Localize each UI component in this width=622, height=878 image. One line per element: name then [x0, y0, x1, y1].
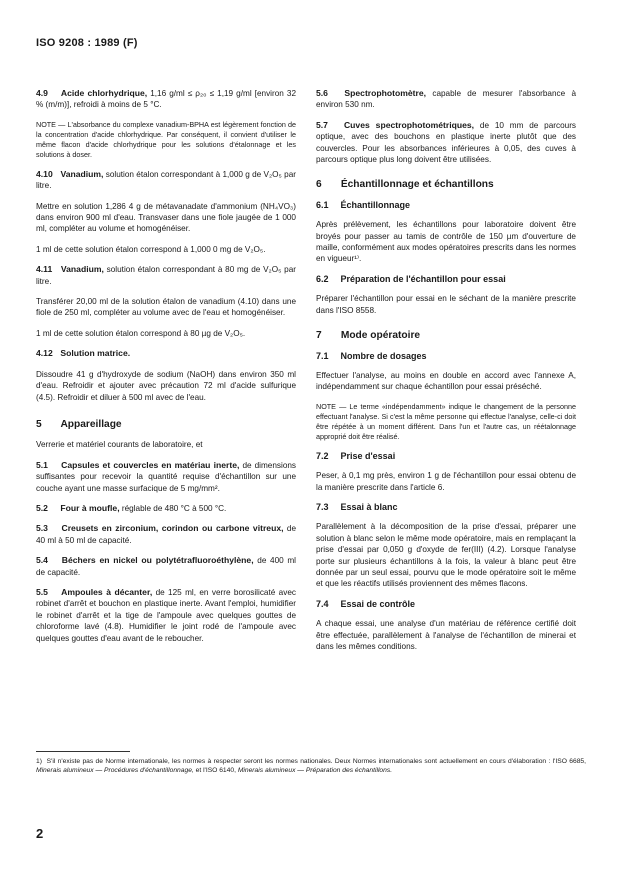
paragraph: Après prélèvement, les échantillons pour laboratoire doivent être broyés pour passer au tamis de contrôle de 150 µm d'ouverture de maille, conformément aux modes opératoires prescrits dans les normes en vigueur¹⁾.	[316, 220, 576, 264]
note-7-1: NOTE — Le terme «indépendamment» indique le changement de la personne effectuant l'analyse. Si c'est la même personne qui effectue l'analyse, celle-ci doit être répétée à un moment différent. Dans l'un et l'autre cas, un réétalonnage approprié doit être réalisé.	[316, 401, 576, 441]
paragraph: Dissoudre 41 g d'hydroxyde de sodium (NaOH) dans environ 350 ml d'eau. Refroidir et ajouter avec précaution 72 ml d'acide sulfurique (4.5). Refroidir et diluer à 500 ml avec de l'eau.	[36, 369, 296, 402]
document-header: ISO 9208 : 1989 (F)	[36, 37, 138, 49]
paragraph: Parallèlement à la décomposition de la prise d'essai, préparer une solution à blanc selon le même mode opératoire, mais en remplaçant la prise d'essai par 0,050 g d'oxyde de fer(III) (4.2). Lorsque l'analyse porte sur plusieurs échantillons à la fois, la valeur à blanc peut être donnée par un seul essai, pourvu que le mode opératoire soit le même et que les réactifs utilisés proviennent des mêmes flacons.	[316, 522, 576, 589]
subclause-heading-7-2: 7.2 Prise d'essai	[316, 450, 396, 461]
clause-5-5: 5.5 Ampoules à décanter, de 125 ml, en verre borosilicaté avec robinet d'arrêt et bouchon en plastique inerte. Avant l'emploi, humidifier le robinet d'arrêt et la tige de l'ampoule avec quelques gouttes de chloroforme lavé (4.8). Humidifier le joint rodé de l'ampoule avec quelques gouttes d'eau avant de le reboucher.	[36, 586, 296, 643]
clause-4-12: 4.12 Solution matrice.	[36, 348, 131, 359]
section-heading-5: 5 Appareillage	[36, 418, 122, 430]
clause-4-11: 4.11 Vanadium, solution étalon correspondant à 80 mg de V₂O₅ par litre.	[36, 264, 296, 286]
subclause-heading-7-4: 7.4 Essai de contrôle	[316, 598, 416, 609]
subclause-heading-6-2: 6.2 Préparation de l'échantillon pour essai	[316, 273, 506, 284]
paragraph: Effectuer l'analyse, au moins en double en accord avec l'annexe A, indépendamment sur chaque échantillon pour essai préséché.	[316, 370, 576, 392]
paragraph: Mettre en solution 1,286 4 g de métavanadate d'ammonium (NH₄VO₃) dans environ 900 ml d'eau. Transvaser dans une fiole jaugée de 1 000 ml, compléter au volume et homogénéiser.	[36, 201, 296, 234]
section-heading-7: 7 Mode opératoire	[316, 330, 421, 342]
clause-5-1: 5.1 Capsules et couvercles en matériau inerte, de dimensions suffisantes pour recevoir la quantité requise d'échantillon sur une couche ayant une masse surfacique de 5 mg/mm².	[36, 459, 297, 493]
clause-5-6: 5.6 Spectrophotomètre, capable de mesurer l'absorbance à environ 530 nm.	[316, 88, 577, 110]
footnote-separator	[36, 751, 130, 752]
clause-5-2: 5.2 Four à moufle, réglable de 480 °C à 500 °C.	[36, 502, 227, 513]
paragraph: Peser, à 0,1 mg près, environ 1 g de l'échantillon pour essai obtenu de la manière prescrite dans l'article 6.	[316, 471, 576, 492]
clause-5-4: 5.4 Béchers en nickel ou polytétrafluoroéthylène, de 400 ml de capacité.	[36, 555, 296, 577]
clause-5-7: 5.7 Cuves spectrophotométriques, de 10 mm de parcours optique, avec des bouchons en plastique inerte plutôt que des couvercles. Pour les absorbances inférieures à 0,05, des cuves à parcours optique plus long doivent être utilisées.	[316, 119, 577, 165]
section-heading-6: 6 Échantillonnage et échantillons	[316, 179, 494, 191]
footnote: 1) S'il n'existe pas de Norme internationale, les normes à respecter seront les normes nationales. Deux Normes internationales sont actuellement en cours d'élaboration : l'ISO 6685, Minerais alumineux — Procédures d'échantillonnage, et l'ISO 6140, Minerais alumineux — Préparation des échantillons.	[36, 758, 586, 774]
paragraph: 1 ml de cette solution étalon correspond à 1,000 0 mg de V₂O₅.	[36, 244, 266, 254]
subclause-heading-6-1: 6.1 Échantillonnage	[316, 199, 411, 210]
paragraph: Préparer l'échantillon pour essai en le séchant de la manière prescrite dans l'ISO 8558.	[316, 294, 576, 315]
subclause-heading-7-3: 7.3 Essai à blanc	[316, 501, 398, 512]
paragraph: Transférer 20,00 ml de la solution étalon de vanadium (4.10) dans une fiole de 250 ml, compléter au volume avec de l'eau et homogénéiser.	[36, 297, 296, 318]
subclause-heading-7-1: 7.1 Nombre de dosages	[316, 350, 427, 361]
page-number: 2	[36, 826, 44, 841]
clause-4-10: 4.10 Vanadium, solution étalon correspondant à 1,000 g de V₂O₅ par litre.	[36, 168, 296, 191]
paragraph: A chaque essai, une analyse d'un matériau de référence certifié doit être effectuée, parallèlement à l'analyse de l'échantillon de minerai et dans les mêmes conditions.	[316, 619, 576, 651]
right-column	[316, 88, 576, 661]
left-column	[36, 88, 296, 653]
clause-4-9: 4.9 Acide chlorhydrique, 1,16 g/ml ≤ ρ₂₀ ≤ 1,19 g/ml [environ 32 % (m/m)], refroidi à moins de 5 °C.	[36, 88, 296, 110]
paragraph: 1 ml de cette solution étalon correspond à 80 µg de V₂O₅.	[36, 328, 246, 338]
clause-5-3: 5.3 Creusets en zirconium, corindon ou carbone vitreux, de 40 ml à 50 ml de capacité.	[36, 523, 296, 545]
note-4-9: NOTE — L'absorbance du complexe vanadium-BPHA est légèrement fonction de la concentration d'acide chlorhydrique. Par conséquent, il convient d'utiliser le même flacon d'acide chlorhydrique pour les solutions d'étalonnage et les solutions à doser.	[36, 119, 296, 159]
paragraph: Verrerie et matériel courants de laboratoire, et	[36, 440, 203, 450]
